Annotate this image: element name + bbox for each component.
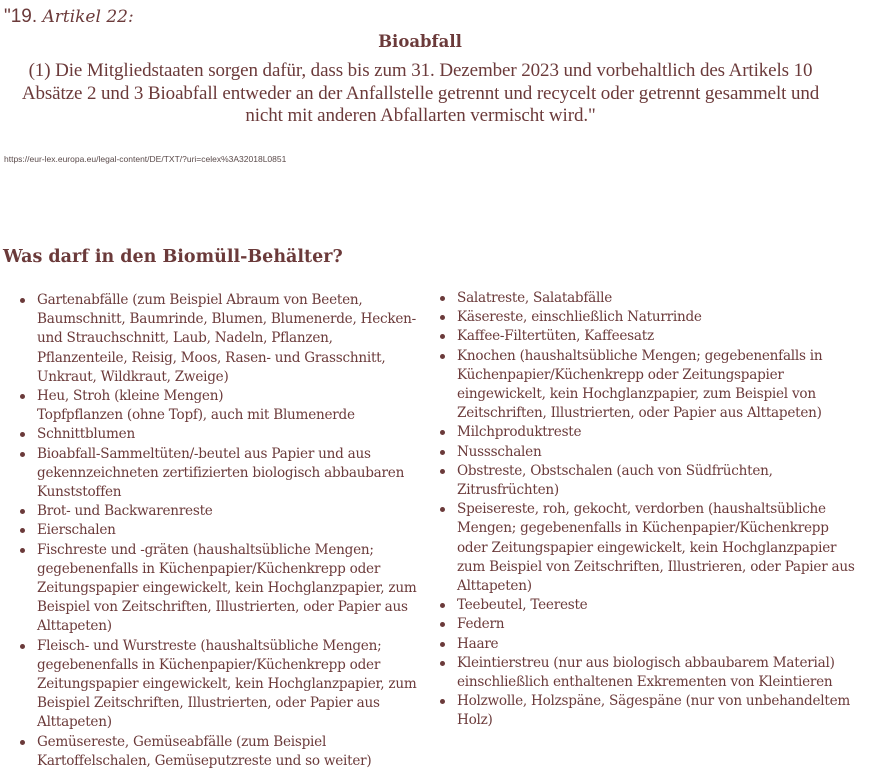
bullet-icon <box>440 296 445 301</box>
list-item-text: Fleisch- und Wurstreste (haushaltsübliche Mengen; gegebenenfalls in Küchenpapier/Küchenkrepp oder Zeitungspapier eingewickelt, kein Hochglanzpapier, zum Beispiel Zeitschriften, Illustrierten, oder Papier aus Alttapeten) <box>37 637 417 731</box>
list-item-text: Gemüsereste, Gemüseabfälle (zum Beispiel Kartoffelschalen, Gemüseputzreste und so weiter) <box>37 733 372 769</box>
bullet-icon <box>20 298 25 303</box>
list-item-subline: Topfpflanzen (ohne Topf), auch mit Blumenerde <box>37 407 355 424</box>
bullet-icon <box>440 315 445 320</box>
list-item <box>17 521 417 540</box>
list-item <box>17 291 417 387</box>
list-item-text: Speisereste, roh, gekocht, verdorben (haushaltsübliche Mengen; gegebenenfalls in Küchenpapier/Küchenkrepp oder Zeitungspapier eingewickelt, kein Hochglanzpapier zum Beispiel von Zeitschriften, Illustrieren, oder Papier aus Alttapeten) <box>457 501 855 595</box>
bullet-icon <box>440 354 445 359</box>
list-item <box>17 502 417 521</box>
list-item <box>437 462 857 500</box>
bullet-icon <box>20 509 25 514</box>
list-item-text: Brot- und Backwarenreste <box>37 503 213 520</box>
list-item <box>437 289 857 308</box>
bullet-icon <box>440 450 445 455</box>
list-item-text: Nussschalen <box>457 443 542 460</box>
bullet-icon <box>440 430 445 435</box>
article-number: "19. <box>4 6 38 27</box>
bullet-icon <box>20 432 25 437</box>
list-item-text: Heu, Stroh (kleine Mengen) <box>37 388 224 405</box>
list-item-text: Salatreste, Salatabfälle <box>457 290 613 306</box>
list-item-text: Federn <box>457 616 505 633</box>
list-item <box>437 443 857 462</box>
list-item <box>437 500 857 596</box>
list-item <box>437 692 857 730</box>
list-item-text: Eierschalen <box>37 522 116 539</box>
section-heading: Was darf in den Biomüll-Behälter? <box>3 247 343 267</box>
list-item <box>17 387 417 425</box>
bullet-icon <box>20 644 25 649</box>
list-item-text: Teebeutel, Teereste <box>457 597 588 614</box>
list-item-text: Bioabfall-Sammeltüten/-beutel aus Papier und aus gekennzeichneten zertifizierten biologisch abbaubaren Kunststoffen <box>37 445 405 501</box>
bullet-icon <box>20 528 25 533</box>
list-item-text: Kaffee-Filtertüten, Kaffeesatz <box>457 328 654 345</box>
article-body: (1) Die Mitgliedstaaten sorgen dafür, dass bis zum 31. Dezember 2023 und vorbehaltlich des Artikels 10 Absätze 2 und 3 Bioabfall entweder an der Anfallstelle getrennt und recycelt oder getrennt gesammelt und nicht mit anderen Abfallarten vermischt wird." <box>21 60 820 126</box>
list-item-text: Knochen (haushaltsübliche Mengen; gegebenenfalls in Küchenpapier/Küchenkrepp oder Zeitungspapier eingewickelt, kein Hochglanzpapier, zum Beispiel von Zeitschriften, Illustrierten, oder Papier aus Alttapeten) <box>457 347 823 422</box>
bullet-icon <box>20 452 25 457</box>
list-item-text: Holzwolle, Holzspäne, Sägespäne (nur von unbehandeltem Holz) <box>457 693 851 729</box>
list-item <box>437 327 857 346</box>
list-item <box>437 615 857 634</box>
list-item <box>17 637 417 733</box>
list-item-text: Kleintierstreu (nur aus biologisch abbaubarem Material) einschließlich enthaltenen Exkrementen von Kleintieren <box>457 654 835 691</box>
list-item <box>17 445 417 503</box>
bullet-icon <box>440 603 445 608</box>
bullet-icon <box>440 699 445 704</box>
list-item <box>437 654 857 692</box>
list-item-text: Milchproduktreste <box>457 424 582 441</box>
bullet-icon <box>440 469 445 474</box>
allowed-items-list-left <box>17 291 417 771</box>
list-item <box>17 733 417 771</box>
bullet-icon <box>440 334 445 339</box>
bullet-icon <box>440 661 445 666</box>
bullet-icon <box>20 548 25 553</box>
list-item <box>437 308 857 327</box>
bullet-icon <box>20 740 25 745</box>
bullet-icon <box>440 642 445 647</box>
list-item-text: Haare <box>457 635 499 652</box>
list-item <box>437 635 857 654</box>
allowed-items-list-right <box>437 289 857 731</box>
bullet-icon <box>440 507 445 512</box>
article-title: Bioabfall <box>378 32 462 51</box>
list-item <box>437 423 857 442</box>
article-name: Artikel 22: <box>42 7 134 27</box>
list-item <box>17 425 417 444</box>
article-header <box>4 6 134 28</box>
list-item <box>437 347 857 424</box>
source-url: https://eur-lex.europa.eu/legal-content/DE/TXT/?uri=celex%3A32018L0851 <box>4 154 287 164</box>
list-item-text: Schnittblumen <box>37 426 135 443</box>
list-item <box>437 596 857 615</box>
list-item <box>17 541 417 637</box>
list-item-text: Fischreste und -gräten (haushaltsübliche Mengen; gegebenenfalls in Küchenpapier/Küchenkrepp oder Zeitungspapier eingewickelt, kein Hochglanzpapier, zum Beispiel von Zeitschriften, Illustrierten, oder Papier aus Alttapeten) <box>37 541 417 635</box>
bullet-icon <box>440 622 445 627</box>
list-item-text: Käsereste, einschließlich Naturrinde <box>457 309 702 326</box>
list-item-text: Obstreste, Obstschalen (auch von Südfrüchten, Zitrusfrüchten) <box>457 462 773 499</box>
list-item-text: Gartenabfälle (zum Beispiel Abraum von Beeten, Baumschnitt, Baumrinde, Blumen, Blumenerde, Hecken- und Strauchschnitt, Laub, Nadeln, Pflanzen, Pflanzenteile, Reisig, Moos, Rasen- und Grasschnitt, Unkraut, Wildkraut, Zweige) <box>37 292 417 385</box>
bullet-icon <box>20 394 25 399</box>
